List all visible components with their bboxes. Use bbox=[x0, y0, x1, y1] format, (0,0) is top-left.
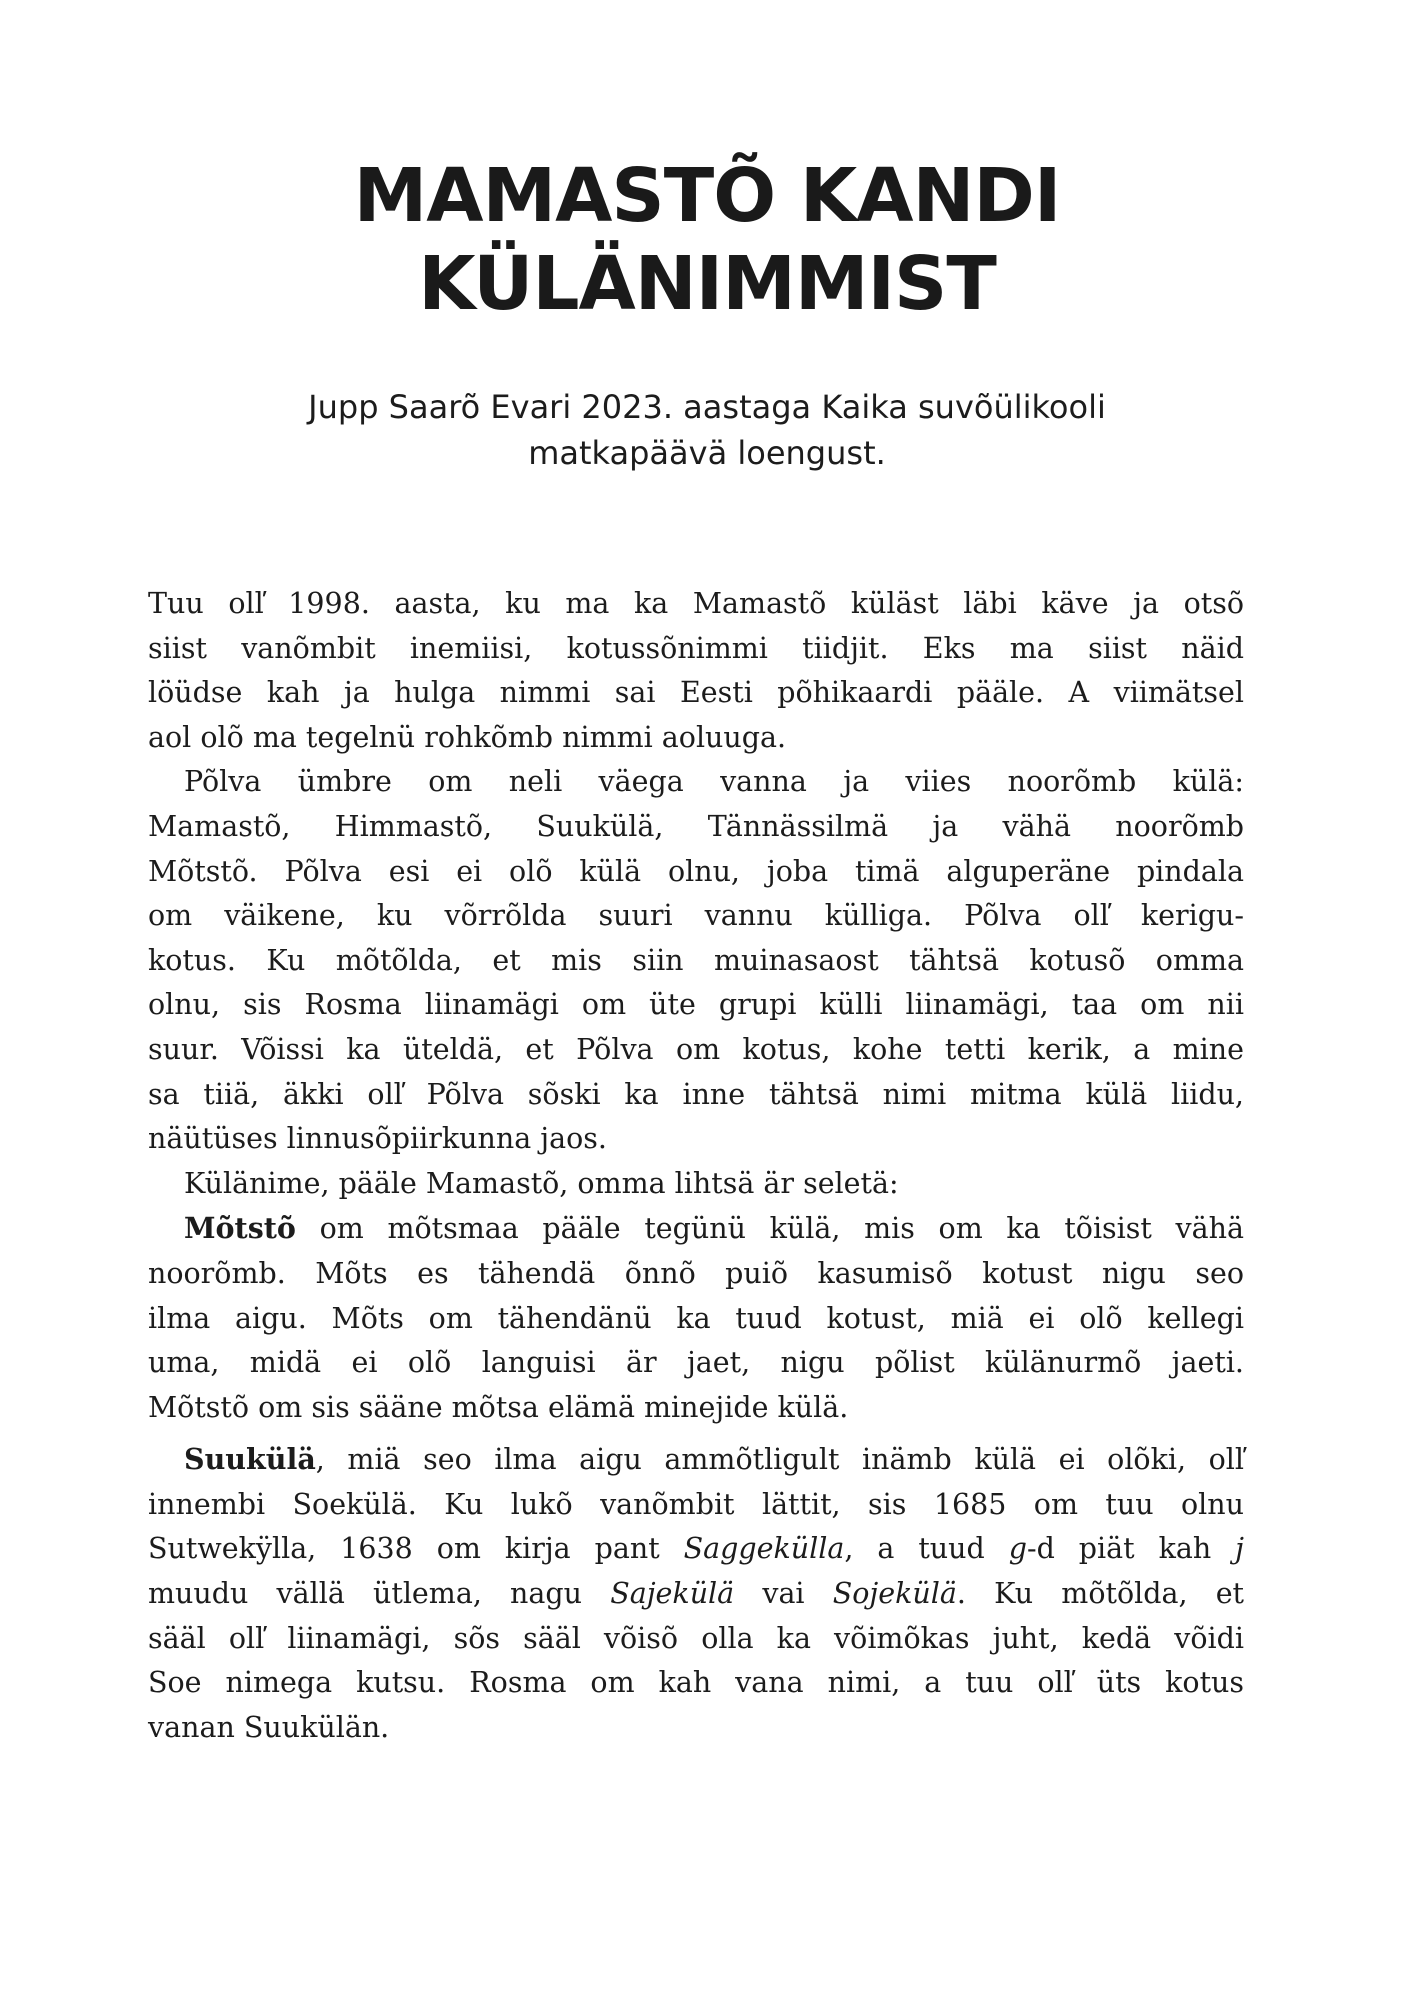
text-line: Soe nimega kutsu. Rosma om kah vana nimi, a tuu olľ üts kotus bbox=[148, 1666, 1244, 1700]
text-line: vanan Suukülän. bbox=[148, 1710, 390, 1744]
text-line: Külänime, pääle Mamastõ, omma lihtsä är seletä: bbox=[184, 1166, 899, 1200]
subtitle bbox=[160, 384, 1254, 476]
title-line-1: MAMASTÕ KANDI bbox=[353, 153, 1061, 239]
subtitle-line-2: matkapäävä loengust. bbox=[528, 434, 886, 472]
article-body bbox=[148, 582, 1244, 1750]
text-run: -d piät kah bbox=[1026, 1532, 1236, 1566]
text-line: innembi Soekülä. Ku lukõ vanõmbit lättit, sis 1685 om tuu olnu bbox=[148, 1487, 1244, 1521]
text-line: uma, midä ei olõ languisi är jaet, nigu põlist külänurmõ jaeti. bbox=[148, 1346, 1244, 1380]
text-line: om väikene, ku võrrõlda suuri vannu külliga. Põlva olľ kerigu- bbox=[148, 899, 1244, 933]
text-line: aol olõ ma tegelnü rohkõmb nimmi aoluuga. bbox=[148, 720, 787, 754]
text-line: kotus. Ku mõtõlda, et mis siin muinasaost tähtsä kotusõ omma bbox=[148, 943, 1244, 977]
text-line: sääl olľ liinamägi, sõs sääl võisõ olla ka võimõkas juht, kedä võidi bbox=[148, 1621, 1244, 1655]
text-line: Mõtstõ om sis sääne mõtsa elämä minejide külä. bbox=[148, 1390, 849, 1424]
paragraph-2 bbox=[148, 760, 1244, 1161]
text-line: siist vanõmbit inemiisi, kotussõnimmi tiidjit. Eks ma siist näid bbox=[148, 631, 1244, 665]
text-line: suur. Võissi ka üteldä, et Põlva om kotus, kohe tetti kerik, a mine bbox=[148, 1032, 1244, 1066]
text-run: , a tuud bbox=[844, 1532, 1009, 1566]
italic-word: Sojekülä bbox=[832, 1577, 957, 1611]
text-line: Põlva ümbre om neli väega vanna ja viies noorõmb külä: bbox=[184, 765, 1244, 799]
text-line: Mamastõ, Himmastõ, Suukülä, Tännässilmä ja vähä noorõmb bbox=[148, 809, 1244, 843]
paragraph-4 bbox=[148, 1206, 1244, 1430]
term-suukula: Suukülä bbox=[184, 1442, 316, 1477]
paragraph-1 bbox=[148, 582, 1244, 760]
term-motsto: Mõtstõ bbox=[184, 1211, 296, 1246]
text-line: näütüses linnusõpiirkunna jaos. bbox=[148, 1122, 607, 1156]
text-run: vai bbox=[734, 1577, 833, 1611]
text-line bbox=[148, 1437, 1244, 1483]
page-title bbox=[0, 152, 1414, 328]
text-line: noorõmb. Mõts es tähendä õnnõ puiõ kasumisõ kotust nigu seo bbox=[148, 1256, 1244, 1290]
italic-letter: j bbox=[1235, 1532, 1244, 1566]
subtitle-line-1: Jupp Saarõ Evari 2023. aastaga Kaika suvõülikooli bbox=[308, 388, 1106, 426]
italic-word: Saggekülla bbox=[683, 1532, 845, 1566]
paragraph-gap bbox=[148, 1430, 1244, 1437]
text-line: Tuu olľ 1998. aasta, ku ma ka Mamastõ küläst läbi käve ja otsõ bbox=[148, 587, 1244, 620]
italic-word: Sajekülä bbox=[610, 1577, 735, 1611]
text-line: sa tiiä, äkki olľ Põlva sõski ka inne tähtsä nimi mitma külä liidu, bbox=[148, 1077, 1244, 1111]
text-line bbox=[148, 1572, 1244, 1617]
italic-letter: g bbox=[1008, 1532, 1027, 1566]
text-line: olnu, sis Rosma liinamägi om üte grupi külli liinamägi, taa om nii bbox=[148, 988, 1244, 1022]
title-line-2: KÜLÄNIMMIST bbox=[418, 241, 996, 327]
paragraph-3 bbox=[148, 1162, 1244, 1207]
text-line bbox=[148, 1206, 1244, 1252]
text-run: muudu vällä ütlema, nagu bbox=[148, 1577, 611, 1611]
text-run: om mõtsmaa pääle tegünü külä, mis om ka tõisist vähä bbox=[295, 1212, 1244, 1246]
text-run: , miä seo ilma aigu ammõtligult inämb külä ei olõki, olľ bbox=[315, 1443, 1244, 1477]
text-run: . Ku mõtõlda, et bbox=[956, 1577, 1245, 1611]
paragraph-5 bbox=[148, 1437, 1244, 1750]
text-line: Mõtstõ. Põlva esi ei olõ külä olnu, joba timä alguperäne pindala bbox=[148, 854, 1244, 888]
text-run: Sutwekÿlla, 1638 om kirja pant bbox=[148, 1532, 684, 1566]
text-line bbox=[148, 1527, 1244, 1572]
text-line: ilma aigu. Mõts om tähendänü ka tuud kotust, miä ei olõ kellegi bbox=[148, 1301, 1244, 1335]
text-line: löüdse kah ja hulga nimmi sai Eesti põhikaardi pääle. A viimätsel bbox=[148, 676, 1244, 710]
